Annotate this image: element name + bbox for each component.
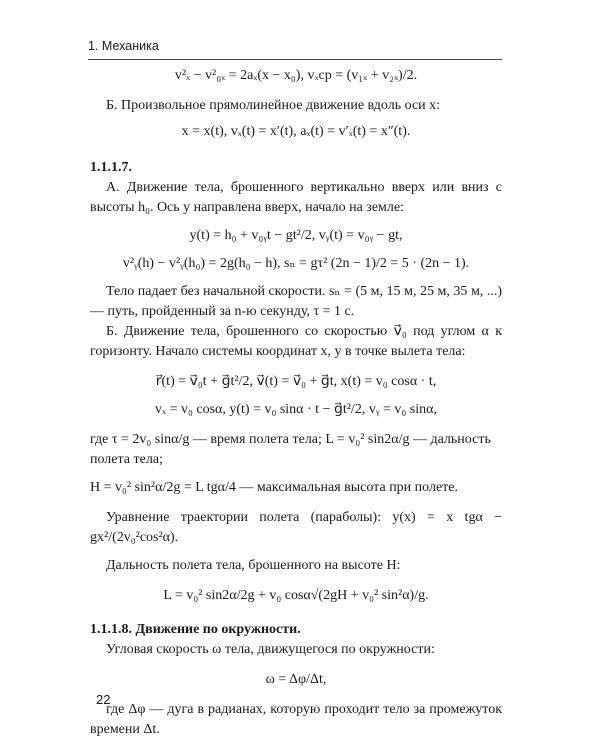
paragraph-vertical-throw: А. Движение тела, брошенного вертикально вверх или вниз с высоты h₀. Ось y направлена вверх, начало на земле: — [90, 180, 502, 215]
page-number: 22 — [96, 692, 111, 707]
equation-derivatives: x = x(t), vₓ(t) = x′(t), aₓ(t) = v′ₓ(t) = x″(t). — [181, 124, 411, 139]
paragraph-max-height: H = v₀² sin²α/2g = L tgα/4 — максимальная высота при полете. — [90, 480, 459, 495]
equation-components: vₓ = v₀ cosα, y(t) = v₀ sinα · t − g⃗t²/2, vᵧ = v₀ sinα, — [155, 402, 437, 417]
equation-vertical-velocity: v²ᵧ(h) − v²ᵧ(h₀) = 2g(h₀ − h), sₙ = gτ² (2n − 1)/2 = 5 · (2n − 1). — [122, 256, 470, 271]
paragraph-angular-velocity: Угловая скорость ω тела, движущегося по окружности: — [106, 642, 435, 657]
page-content — [90, 62, 502, 740]
paragraph-trajectory: Уравнение траектории полета (параболы): y(x) = x tgα − gx²/(2v₀²cos²α). — [90, 510, 502, 545]
running-title: 1. Механика — [88, 39, 159, 53]
section-heading-1-1-1-7: 1.1.1.7. — [90, 160, 132, 175]
paragraph-range-height: Дальность полета тела, брошенного на высоте H: — [106, 558, 401, 573]
equation-vertical-position: y(t) = h₀ + v₀ᵧt − gt²/2, vᵧ(t) = v₀ᵧ − gt, — [189, 228, 403, 243]
paragraph-free-fall: Тело падает без начальной скорости. sₙ = (5 м, 15 м, 25 м, 35 м, ...) — путь, пройденный за n-ю секунду, τ = 1 с. — [90, 284, 502, 319]
paragraph-angle-throw: Б. Движение тела, брошенного со скоростью v⃗₀ под углом α к горизонту. Начало системы координат x, y в точке вылета тела: — [90, 324, 502, 359]
paragraph-arbitrary-motion: Б. Произвольное прямолинейное движение вдоль оси x: — [106, 98, 441, 113]
equation-angular-velocity: ω = Δφ/Δt, — [265, 672, 327, 687]
paragraph-arc: где Δφ — дуга в радианах, которую проходит тело за промежуток времени Δt. — [90, 702, 502, 737]
equation-vector-motion: r⃗(t) = v⃗₀t + g⃗t²/2, v⃗(t) = v⃗₀ + g⃗t, x(t) = v₀ cosα · t, — [155, 374, 437, 389]
equation-range: L = v₀² sin2α/2g + v₀ cosα√(2gH + v₀² sin²α)/g. — [163, 588, 429, 603]
paragraph-flight-time: где τ = 2v₀ sinα/g — время полета тела; L = v₀² sin2α/g — дальность полета тела; — [90, 432, 491, 467]
running-header — [88, 39, 502, 60]
section-heading-1-1-1-8: 1.1.1.8. Движение по окружности. — [90, 622, 301, 637]
equation-kinematics: v²ₓ − v²₀ₓ = 2aₓ(x − x₀), vₓср = (v₁ₓ + v₂ₓ)/2. — [174, 68, 418, 83]
